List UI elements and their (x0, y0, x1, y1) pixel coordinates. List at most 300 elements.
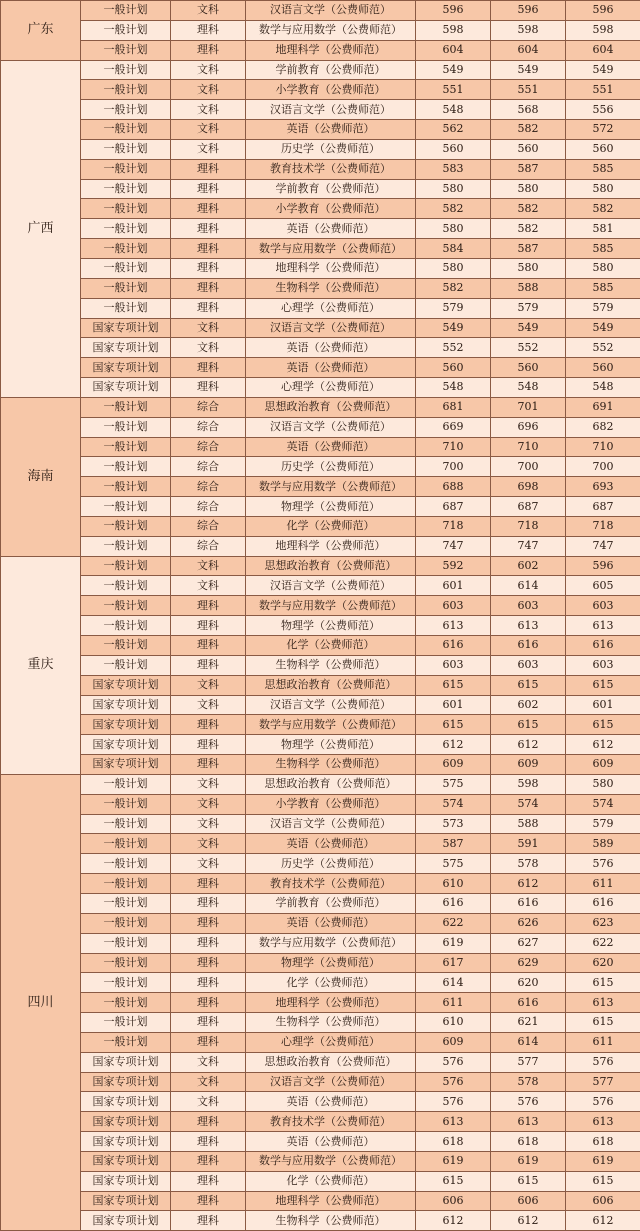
subject-cell: 文科 (171, 1052, 246, 1072)
major-cell: 小学教育（公费师范） (246, 80, 416, 100)
subject-cell: 综合 (171, 417, 246, 437)
major-cell: 历史学（公费师范） (246, 854, 416, 874)
subject-cell: 文科 (171, 814, 246, 834)
max-score-cell: 576 (416, 1092, 491, 1112)
subject-cell: 综合 (171, 516, 246, 536)
major-cell: 数学与应用数学（公费师范） (246, 715, 416, 735)
max-score-cell: 596 (416, 1, 491, 21)
max-score-cell: 687 (416, 497, 491, 517)
min-score-cell: 598 (491, 20, 566, 40)
table-row (1, 120, 640, 140)
table-row (1, 497, 640, 517)
avg-score-cell: 605 (566, 576, 640, 596)
table-row (1, 437, 640, 457)
avg-score-cell: 615 (566, 973, 640, 993)
min-score-cell: 568 (491, 100, 566, 120)
avg-score-cell: 623 (566, 913, 640, 933)
plan-type-cell: 一般计划 (81, 953, 171, 973)
max-score-cell: 580 (416, 258, 491, 278)
major-cell: 化学（公费师范） (246, 1171, 416, 1191)
min-score-cell: 582 (491, 219, 566, 239)
avg-score-cell: 581 (566, 219, 640, 239)
subject-cell: 理科 (171, 1112, 246, 1132)
table-row (1, 655, 640, 675)
min-score-cell: 576 (491, 1092, 566, 1112)
province-cell: 四川 (1, 774, 81, 1230)
table-row (1, 258, 640, 278)
major-cell: 数学与应用数学（公费师范） (246, 596, 416, 616)
plan-type-cell: 国家专项计划 (81, 695, 171, 715)
major-cell: 英语（公费师范） (246, 834, 416, 854)
avg-score-cell: 579 (566, 814, 640, 834)
subject-cell: 理科 (171, 913, 246, 933)
table-row (1, 378, 640, 398)
subject-cell: 理科 (171, 239, 246, 259)
max-score-cell: 548 (416, 100, 491, 120)
table-row (1, 1052, 640, 1072)
plan-type-cell: 一般计划 (81, 1032, 171, 1052)
avg-score-cell: 589 (566, 834, 640, 854)
subject-cell: 文科 (171, 556, 246, 576)
plan-type-cell: 一般计划 (81, 913, 171, 933)
major-cell: 汉语言文学（公费师范） (246, 100, 416, 120)
subject-cell: 综合 (171, 497, 246, 517)
subject-cell: 理科 (171, 715, 246, 735)
max-score-cell: 615 (416, 675, 491, 695)
min-score-cell: 604 (491, 40, 566, 60)
min-score-cell: 574 (491, 794, 566, 814)
subject-cell: 文科 (171, 60, 246, 80)
table-row (1, 913, 640, 933)
min-score-cell: 582 (491, 199, 566, 219)
min-score-cell: 700 (491, 457, 566, 477)
avg-score-cell: 682 (566, 417, 640, 437)
min-score-cell: 621 (491, 1013, 566, 1033)
min-score-cell: 602 (491, 695, 566, 715)
table-row (1, 735, 640, 755)
max-score-cell: 618 (416, 1132, 491, 1152)
max-score-cell: 551 (416, 80, 491, 100)
major-cell: 英语（公费师范） (246, 913, 416, 933)
avg-score-cell: 611 (566, 874, 640, 894)
plan-type-cell: 一般计划 (81, 576, 171, 596)
subject-cell: 理科 (171, 219, 246, 239)
major-cell: 地理科学（公费师范） (246, 1191, 416, 1211)
plan-type-cell: 一般计划 (81, 556, 171, 576)
min-score-cell: 629 (491, 953, 566, 973)
subject-cell: 理科 (171, 179, 246, 199)
subject-cell: 文科 (171, 774, 246, 794)
plan-type-cell: 一般计划 (81, 100, 171, 120)
plan-type-cell: 国家专项计划 (81, 1072, 171, 1092)
max-score-cell: 615 (416, 1171, 491, 1191)
major-cell: 英语（公费师范） (246, 437, 416, 457)
major-cell: 化学（公费师范） (246, 516, 416, 536)
max-score-cell: 603 (416, 655, 491, 675)
max-score-cell: 576 (416, 1052, 491, 1072)
min-score-cell: 609 (491, 755, 566, 775)
major-cell: 英语（公费师范） (246, 120, 416, 140)
major-cell: 化学（公费师范） (246, 973, 416, 993)
min-score-cell: 549 (491, 60, 566, 80)
subject-cell: 文科 (171, 1092, 246, 1112)
plan-type-cell: 国家专项计划 (81, 378, 171, 398)
major-cell: 数学与应用数学（公费师范） (246, 477, 416, 497)
table-row (1, 80, 640, 100)
min-score-cell: 579 (491, 298, 566, 318)
subject-cell: 文科 (171, 1072, 246, 1092)
major-cell: 思想政治教育（公费师范） (246, 397, 416, 417)
plan-type-cell: 国家专项计划 (81, 358, 171, 378)
min-score-cell: 615 (491, 1171, 566, 1191)
avg-score-cell: 606 (566, 1191, 640, 1211)
avg-score-cell: 613 (566, 616, 640, 636)
plan-type-cell: 一般计划 (81, 893, 171, 913)
avg-score-cell: 616 (566, 893, 640, 913)
avg-score-cell: 596 (566, 556, 640, 576)
plan-type-cell: 一般计划 (81, 774, 171, 794)
avg-score-cell: 612 (566, 735, 640, 755)
subject-cell: 理科 (171, 358, 246, 378)
subject-cell: 理科 (171, 755, 246, 775)
subject-cell: 理科 (171, 874, 246, 894)
table-row (1, 993, 640, 1013)
avg-score-cell: 700 (566, 457, 640, 477)
major-cell: 思想政治教育（公费师范） (246, 556, 416, 576)
plan-type-cell: 一般计划 (81, 536, 171, 556)
major-cell: 教育技术学（公费师范） (246, 1112, 416, 1132)
major-cell: 小学教育（公费师范） (246, 794, 416, 814)
avg-score-cell: 579 (566, 298, 640, 318)
max-score-cell: 612 (416, 1211, 491, 1231)
subject-cell: 文科 (171, 834, 246, 854)
major-cell: 地理科学（公费师范） (246, 993, 416, 1013)
major-cell: 数学与应用数学（公费师范） (246, 933, 416, 953)
max-score-cell: 617 (416, 953, 491, 973)
plan-type-cell: 国家专项计划 (81, 755, 171, 775)
table-row (1, 358, 640, 378)
major-cell: 数学与应用数学（公费师范） (246, 20, 416, 40)
subject-cell: 综合 (171, 437, 246, 457)
subject-cell: 文科 (171, 695, 246, 715)
major-cell: 物理学（公费师范） (246, 953, 416, 973)
max-score-cell: 575 (416, 774, 491, 794)
min-score-cell: 615 (491, 675, 566, 695)
major-cell: 英语（公费师范） (246, 1092, 416, 1112)
table-row (1, 893, 640, 913)
plan-type-cell: 一般计划 (81, 199, 171, 219)
min-score-cell: 620 (491, 973, 566, 993)
table-row (1, 814, 640, 834)
subject-cell: 理科 (171, 655, 246, 675)
table-row (1, 100, 640, 120)
major-cell: 生物科学（公费师范） (246, 755, 416, 775)
avg-score-cell: 603 (566, 596, 640, 616)
avg-score-cell: 693 (566, 477, 640, 497)
subject-cell: 理科 (171, 616, 246, 636)
avg-score-cell: 619 (566, 1151, 640, 1171)
major-cell: 物理学（公费师范） (246, 616, 416, 636)
min-score-cell: 613 (491, 1112, 566, 1132)
subject-cell: 理科 (171, 258, 246, 278)
max-score-cell: 576 (416, 1072, 491, 1092)
max-score-cell: 619 (416, 1151, 491, 1171)
plan-type-cell: 一般计划 (81, 437, 171, 457)
plan-type-cell: 国家专项计划 (81, 715, 171, 735)
table-row (1, 774, 640, 794)
plan-type-cell: 一般计划 (81, 159, 171, 179)
major-cell: 英语（公费师范） (246, 1132, 416, 1152)
avg-score-cell: 615 (566, 1013, 640, 1033)
min-score-cell: 626 (491, 913, 566, 933)
max-score-cell: 616 (416, 893, 491, 913)
min-score-cell: 701 (491, 397, 566, 417)
max-score-cell: 718 (416, 516, 491, 536)
major-cell: 小学教育（公费师范） (246, 199, 416, 219)
major-cell: 汉语言文学（公费师范） (246, 695, 416, 715)
plan-type-cell: 一般计划 (81, 80, 171, 100)
min-score-cell: 551 (491, 80, 566, 100)
min-score-cell: 552 (491, 338, 566, 358)
min-score-cell: 614 (491, 1032, 566, 1052)
subject-cell: 理科 (171, 1171, 246, 1191)
plan-type-cell: 一般计划 (81, 239, 171, 259)
max-score-cell: 601 (416, 576, 491, 596)
max-score-cell: 573 (416, 814, 491, 834)
plan-type-cell: 国家专项计划 (81, 1191, 171, 1211)
table-row (1, 219, 640, 239)
subject-cell: 综合 (171, 477, 246, 497)
table-row (1, 1171, 640, 1191)
avg-score-cell: 616 (566, 636, 640, 656)
plan-type-cell: 国家专项计划 (81, 1092, 171, 1112)
avg-score-cell: 615 (566, 1171, 640, 1191)
avg-score-cell: 580 (566, 774, 640, 794)
table-row (1, 477, 640, 497)
table-row (1, 278, 640, 298)
subject-cell: 文科 (171, 80, 246, 100)
major-cell: 地理科学（公费师范） (246, 258, 416, 278)
subject-cell: 理科 (171, 1032, 246, 1052)
table-row (1, 516, 640, 536)
plan-type-cell: 一般计划 (81, 120, 171, 140)
max-score-cell: 669 (416, 417, 491, 437)
max-score-cell: 609 (416, 755, 491, 775)
plan-type-cell: 一般计划 (81, 20, 171, 40)
max-score-cell: 583 (416, 159, 491, 179)
table-row (1, 1032, 640, 1052)
plan-type-cell: 一般计划 (81, 139, 171, 159)
major-cell: 英语（公费师范） (246, 219, 416, 239)
table-row (1, 60, 640, 80)
table-row (1, 139, 640, 159)
subject-cell: 理科 (171, 933, 246, 953)
table-row (1, 536, 640, 556)
min-score-cell: 577 (491, 1052, 566, 1072)
avg-score-cell: 585 (566, 278, 640, 298)
plan-type-cell: 一般计划 (81, 298, 171, 318)
table-row (1, 1092, 640, 1112)
min-score-cell: 582 (491, 120, 566, 140)
max-score-cell: 616 (416, 636, 491, 656)
plan-type-cell: 一般计划 (81, 874, 171, 894)
avg-score-cell: 598 (566, 20, 640, 40)
plan-type-cell: 一般计划 (81, 834, 171, 854)
table-row (1, 1072, 640, 1092)
table-row (1, 953, 640, 973)
subject-cell: 理科 (171, 1191, 246, 1211)
table-row (1, 298, 640, 318)
avg-score-cell: 603 (566, 655, 640, 675)
max-score-cell: 622 (416, 913, 491, 933)
major-cell: 地理科学（公费师范） (246, 536, 416, 556)
table-row (1, 457, 640, 477)
subject-cell: 理科 (171, 1151, 246, 1171)
major-cell: 物理学（公费师范） (246, 735, 416, 755)
plan-type-cell: 一般计划 (81, 516, 171, 536)
max-score-cell: 610 (416, 1013, 491, 1033)
major-cell: 生物科学（公费师范） (246, 1013, 416, 1033)
table-row (1, 1151, 640, 1171)
subject-cell: 理科 (171, 953, 246, 973)
avg-score-cell: 611 (566, 1032, 640, 1052)
avg-score-cell: 556 (566, 100, 640, 120)
plan-type-cell: 一般计划 (81, 854, 171, 874)
max-score-cell: 604 (416, 40, 491, 60)
subject-cell: 理科 (171, 973, 246, 993)
min-score-cell: 602 (491, 556, 566, 576)
table-row (1, 675, 640, 695)
subject-cell: 综合 (171, 457, 246, 477)
max-score-cell: 614 (416, 973, 491, 993)
subject-cell: 理科 (171, 40, 246, 60)
max-score-cell: 562 (416, 120, 491, 140)
min-score-cell: 548 (491, 378, 566, 398)
plan-type-cell: 一般计划 (81, 596, 171, 616)
province-cell: 广西 (1, 60, 81, 397)
plan-type-cell: 一般计划 (81, 636, 171, 656)
min-score-cell: 614 (491, 576, 566, 596)
plan-type-cell: 一般计划 (81, 814, 171, 834)
avg-score-cell: 615 (566, 715, 640, 735)
province-cell: 重庆 (1, 556, 81, 774)
avg-score-cell: 549 (566, 318, 640, 338)
table-row (1, 933, 640, 953)
max-score-cell: 580 (416, 219, 491, 239)
max-score-cell: 611 (416, 993, 491, 1013)
table-row (1, 854, 640, 874)
min-score-cell: 615 (491, 715, 566, 735)
plan-type-cell: 一般计划 (81, 993, 171, 1013)
major-cell: 教育技术学（公费师范） (246, 874, 416, 894)
subject-cell: 理科 (171, 278, 246, 298)
min-score-cell: 627 (491, 933, 566, 953)
major-cell: 思想政治教育（公费师范） (246, 774, 416, 794)
table-row (1, 695, 640, 715)
table-row (1, 1112, 640, 1132)
min-score-cell: 578 (491, 1072, 566, 1092)
plan-type-cell: 一般计划 (81, 477, 171, 497)
avg-score-cell: 548 (566, 378, 640, 398)
min-score-cell: 619 (491, 1151, 566, 1171)
subject-cell: 文科 (171, 120, 246, 140)
major-cell: 英语（公费师范） (246, 338, 416, 358)
plan-type-cell: 国家专项计划 (81, 1171, 171, 1191)
min-score-cell: 549 (491, 318, 566, 338)
subject-cell: 文科 (171, 100, 246, 120)
avg-score-cell: 691 (566, 397, 640, 417)
major-cell: 生物科学（公费师范） (246, 278, 416, 298)
major-cell: 思想政治教育（公费师范） (246, 1052, 416, 1072)
table-row (1, 1132, 640, 1152)
table-row (1, 715, 640, 735)
plan-type-cell: 一般计划 (81, 40, 171, 60)
max-score-cell: 574 (416, 794, 491, 814)
subject-cell: 理科 (171, 20, 246, 40)
subject-cell: 理科 (171, 636, 246, 656)
subject-cell: 文科 (171, 318, 246, 338)
max-score-cell: 710 (416, 437, 491, 457)
plan-type-cell: 国家专项计划 (81, 1211, 171, 1231)
major-cell: 教育技术学（公费师范） (246, 159, 416, 179)
max-score-cell: 606 (416, 1191, 491, 1211)
plan-type-cell: 一般计划 (81, 616, 171, 636)
min-score-cell: 710 (491, 437, 566, 457)
table-row (1, 239, 640, 259)
subject-cell: 文科 (171, 794, 246, 814)
max-score-cell: 747 (416, 536, 491, 556)
subject-cell: 理科 (171, 735, 246, 755)
avg-score-cell: 576 (566, 1052, 640, 1072)
plan-type-cell: 一般计划 (81, 219, 171, 239)
avg-score-cell: 710 (566, 437, 640, 457)
min-score-cell: 580 (491, 179, 566, 199)
max-score-cell: 580 (416, 179, 491, 199)
plan-type-cell: 国家专项计划 (81, 735, 171, 755)
plan-type-cell: 国家专项计划 (81, 1132, 171, 1152)
subject-cell: 文科 (171, 854, 246, 874)
avg-score-cell: 687 (566, 497, 640, 517)
subject-cell: 理科 (171, 1013, 246, 1033)
plan-type-cell: 一般计划 (81, 973, 171, 993)
major-cell: 心理学（公费师范） (246, 298, 416, 318)
max-score-cell: 610 (416, 874, 491, 894)
table-row (1, 794, 640, 814)
avg-score-cell: 580 (566, 179, 640, 199)
major-cell: 汉语言文学（公费师范） (246, 417, 416, 437)
major-cell: 汉语言文学（公费师范） (246, 1072, 416, 1092)
min-score-cell: 747 (491, 536, 566, 556)
min-score-cell: 560 (491, 139, 566, 159)
subject-cell: 文科 (171, 1, 246, 21)
avg-score-cell: 622 (566, 933, 640, 953)
major-cell: 汉语言文学（公费师范） (246, 1, 416, 21)
max-score-cell: 592 (416, 556, 491, 576)
max-score-cell: 619 (416, 933, 491, 953)
subject-cell: 文科 (171, 576, 246, 596)
min-score-cell: 616 (491, 636, 566, 656)
avg-score-cell: 585 (566, 159, 640, 179)
subject-cell: 文科 (171, 139, 246, 159)
plan-type-cell: 一般计划 (81, 417, 171, 437)
min-score-cell: 578 (491, 854, 566, 874)
table-row (1, 40, 640, 60)
major-cell: 心理学（公费师范） (246, 1032, 416, 1052)
major-cell: 学前教育（公费师范） (246, 179, 416, 199)
min-score-cell: 580 (491, 258, 566, 278)
table-row (1, 973, 640, 993)
major-cell: 汉语言文学（公费师范） (246, 318, 416, 338)
